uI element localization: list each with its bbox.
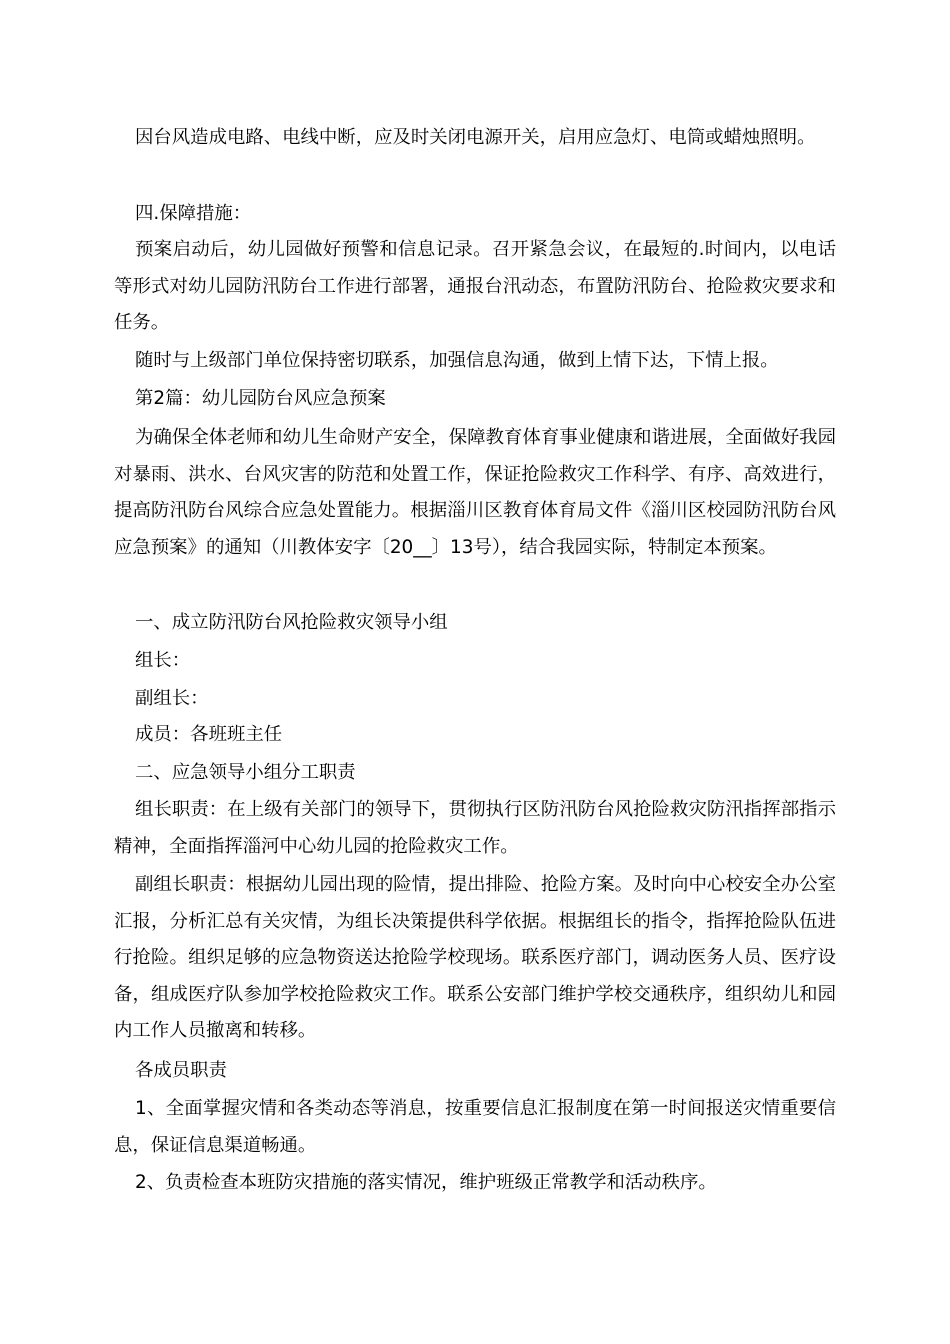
section-heading-duties: 二、应急领导小组分工职责 [135,762,356,783]
section-heading-leadership-group: 一、成立防汛防台风抢险救灾领导小组 [135,612,448,633]
paragraph-contact-superiors: 随时与上级部门单位保持密切联系，加强信息沟通，做到上情下达，下情上报。 [135,350,779,371]
members-line: 成员：各班班主任 [135,724,283,745]
leader-line: 组长： [135,650,191,671]
paragraph-plan-activation: 预案启动后，幼儿园做好预警和信息记录。召开紧急会议，在最短的.时间内，以电话等形式对幼儿园防汛防台工作进行部署，通报台汛动态，布置防汛防台、抢险救灾要求和任务。 [114,239,836,333]
paragraph-duty-2: 2、负责检查本班防灾措施的落实情况，维护班级正常教学和活动秩序。 [135,1172,717,1193]
paragraph-deputy-duties: 副组长职责：根据幼儿园出现的险情，提出排险、抢险方案。及时向中心校安全办公室汇报，分析汇总有关灾情，为组长决策提供科学依据。根据组长的指令，指挥抢险队伍进行抢险。组织足够的应急物资送达抢险学校现场。联系医疗部门，调动医务人员、医疗设备，组成医疗队参加学校抢险救灾工作。联系公安部门维护学校交通秩序，组织幼儿和园内工作人员撤离和转移。 [114,874,836,1041]
paragraph-duty-1: 1、全面掌握灾情和各类动态等消息，按重要信息汇报制度在第一时间报送灾情重要信息，保证信息渠道畅通。 [114,1098,836,1156]
paragraph-power-outage: 因台风造成电路、电线中断，应及时关闭电源开关，启用应急灯、电筒或蜡烛照明。 [135,127,816,148]
section-heading-safeguards: 四.保障措施： [135,203,252,224]
paragraph-leader-duties: 组长职责：在上级有关部门的领导下，贯彻执行区防汛防台风抢险救灾防汛指挥部指示精神，全面指挥淄河中心幼儿园的抢险救灾工作。 [114,799,836,857]
article-title: 第2篇：幼儿园防台风应急预案 [135,388,386,409]
member-duties-heading: 各成员职责 [135,1060,227,1081]
paragraph-purpose: 为确保全体老师和幼儿生命财产安全，保障教育体育事业健康和谐进展，全面做好我园对暴雨、洪水、台风灾害的防范和处置工作，保证抢险救灾工作科学、有序、高效进行，提高防汛防台风综合应急处置能力。根据淄川区教育体育局文件《淄川区校园防汛防台风应急预案》的通知（川教体安字〔20__〕13号），结合我园实际，特制定本预案。 [114,427,836,558]
deputy-leader-line: 副组长： [135,688,209,709]
